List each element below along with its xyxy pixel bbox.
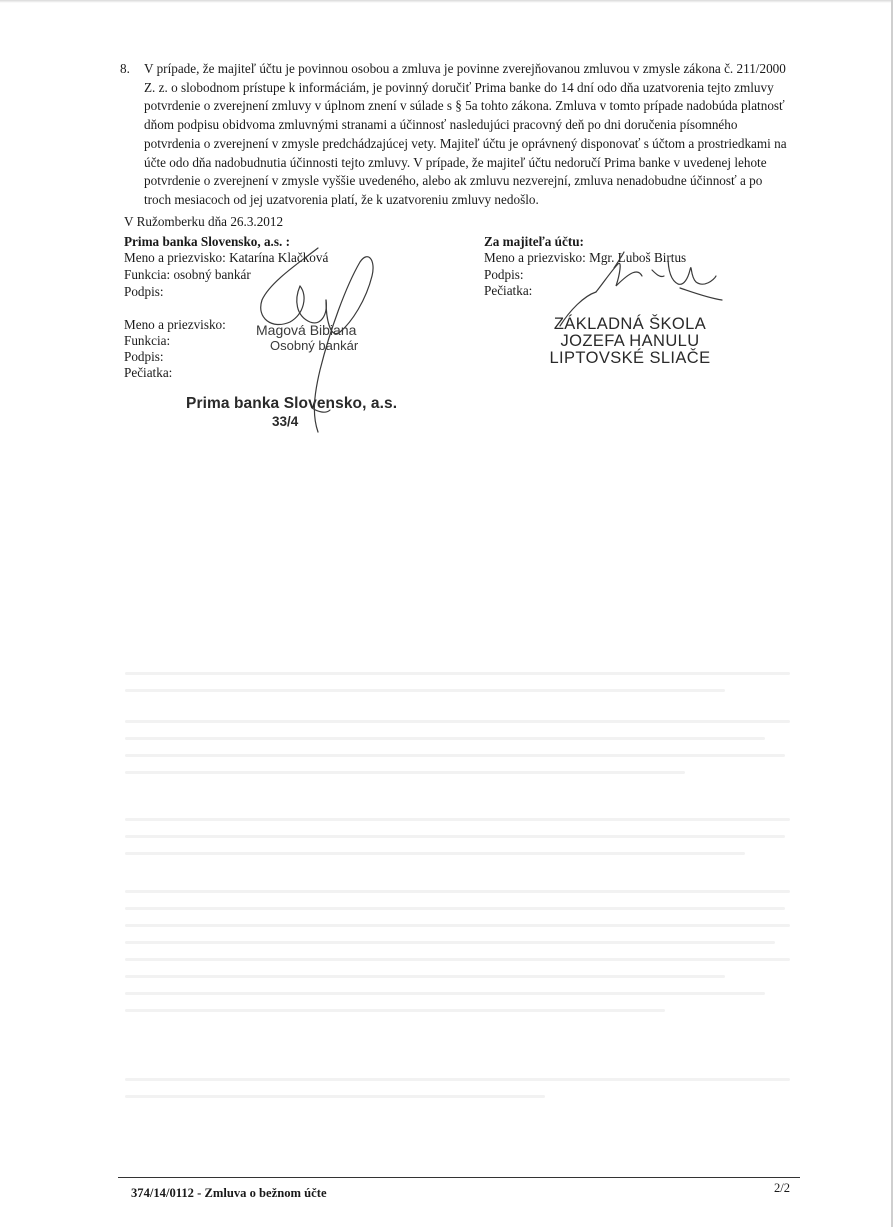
place-date: V Ružomberku dňa 26.3.2012 xyxy=(124,214,284,229)
owner-stamp-label: Pečiatka: xyxy=(484,283,533,298)
paragraph-line: troch mesiacoch od jej uzatvorenia platí, že k uzatvoreniu zmluvy nedošlo. xyxy=(144,191,539,207)
footer-rule xyxy=(118,1177,800,1178)
bank-side-header: Prima banka Slovensko, a.s. : xyxy=(124,234,290,249)
bank-stamp-bank-name: Prima banka Slovensko, a.s. xyxy=(186,395,398,412)
paragraph-line: potvrdenia o zverejnení v zmysle predchádzajúcej vety. Majiteľ účtu je oprávnený disponovať s účtom a prostriedkami na xyxy=(144,135,787,151)
footer-document-ref: 374/14/0112 - Zmluva o bežnom účte xyxy=(131,1186,327,1200)
bank-signature-label-2: Podpis: xyxy=(124,349,164,364)
footer-page-number: 2/2 xyxy=(774,1181,791,1195)
owner-name-label: Meno a priezvisko: Mgr. Luboš Birtus xyxy=(484,250,687,265)
bank-stamp-branch-code: 33/4 xyxy=(272,414,299,429)
paragraph-number: 8. xyxy=(120,61,130,76)
school-stamp-line: LIPTOVSKÉ SLIAČE xyxy=(549,349,711,367)
owner-side-header: Za majiteľa účtu: xyxy=(484,234,584,249)
owner-signature-label: Podpis: xyxy=(484,267,524,282)
bank-name-label-1: Meno a priezvisko: Katarína Klačková xyxy=(124,250,329,265)
paragraph-line: potvrdenie o zverejnení v zmysle vyššie uvedeného, alebo ak zmluvu nezverejní, zmluva nenadobudne účinnosť a po xyxy=(144,173,763,189)
page-top-edge xyxy=(0,0,893,3)
paragraph-line: potvrdenie o zverejnení zmluvy v úplnom znení v súlade s § 5a tohto zákona. Zmluva v tomto prípade nadobúda platnosť xyxy=(144,98,785,114)
paragraph-line: dňom podpisu obidvoma zmluvnými stranami a účinnosť nasledujúci pracovný deň po dni doručenia písomného xyxy=(144,117,738,133)
school-stamp-line: ZÁKLADNÁ ŠKOLA xyxy=(553,315,707,333)
bank-function-label-1: Funkcia: osobný bankár xyxy=(124,267,251,282)
bank-stamp-employee-name: Magová Bibiana xyxy=(256,322,357,338)
paragraph-line: Z. z. o slobodnom prístupe k informáciám, je povinný doručiť Prima banke do 14 dní odo dňa uzatvorenia tejto zmluvy xyxy=(144,79,774,95)
bank-signature-label-1: Podpis: xyxy=(124,284,164,299)
school-stamp xyxy=(545,316,715,367)
bank-function-label-2: Funkcia: xyxy=(124,333,171,348)
bank-name-label-2: Meno a priezvisko: xyxy=(124,317,226,332)
bank-stamp-label: Pečiatka: xyxy=(124,365,173,380)
bank-stamp-employee-role: Osobný bankár xyxy=(270,338,359,353)
paragraph-line: V prípade, že majiteľ účtu je povinnou osobou a zmluva je povinne zverejňovanou zmluvou v zmysle zákona č. 211/2000 xyxy=(144,61,786,76)
paragraph-line: účte odo dňa nadobudnutia účinnosti tejto zmluvy. V prípade, že majiteľ účtu nedoručí Prima banke v uvedenej lehote xyxy=(144,154,767,170)
school-stamp-line: JOZEFA HANULU xyxy=(560,332,700,350)
